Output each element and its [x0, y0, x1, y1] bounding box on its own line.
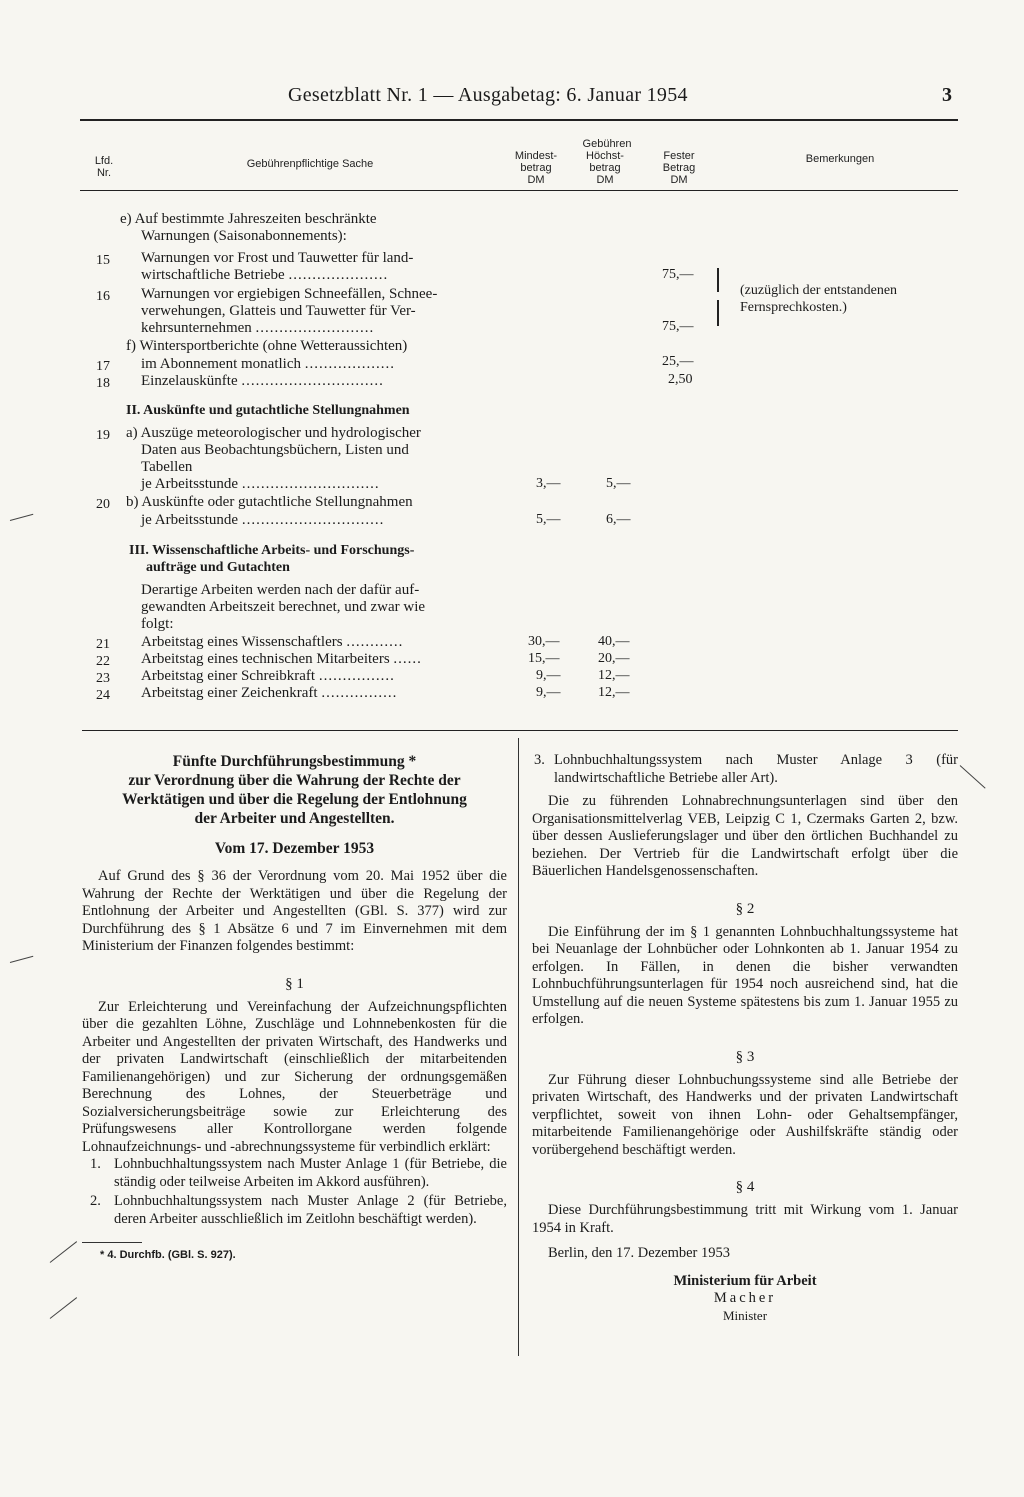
- row-15-text-2-label: wirtschaftliche Betriebe: [141, 267, 285, 283]
- row-23-mindest: 9,—: [536, 668, 561, 683]
- col-head-lfd-label: Lfd.: [94, 155, 114, 167]
- col-head-mindest-3: DM: [527, 174, 545, 186]
- list-item-3-number: 3.: [534, 752, 545, 768]
- row-19-text-3: Tabellen: [141, 459, 193, 475]
- column-separator: [518, 738, 519, 1356]
- row-22-text: [141, 651, 422, 668]
- list-item-1: [82, 1156, 507, 1191]
- row-16-text-2: verwehungen, Glatteis und Tauwetter für Ver-: [141, 303, 416, 319]
- page-header-title: Gesetzblatt Nr. 1 — Ausgabetag: 6. Januar 1954: [288, 84, 688, 106]
- section-3-heading-1: III. Wissenschaftliche Arbeits- und Forschungs-: [129, 543, 415, 558]
- list-item-2-number: 2.: [90, 1193, 101, 1209]
- leader-dots: .............................: [241, 476, 380, 492]
- row-22-number: 22: [96, 654, 110, 669]
- row-20-hoechst: 6,—: [606, 512, 631, 527]
- leader-dots: ......: [393, 651, 422, 667]
- col-head-mindest-2: betrag: [520, 162, 552, 174]
- section-1-text: Zur Erleichterung und Vereinfachung der Aufzeichnungspflichten über die gezahlten Löhne, Zuschläge und Lohnnebenkosten für die Arbeiter und Angestellten der privaten Wirtschaft, des Handwerks und der privaten Landwirtschaft (einschließlich der mitarbeitenden Familienangehörigen) und zur Sicherung der ordnungsgemäßen Berechnung des Lohnes, der Steuerbeträge und Sozialversicherungsbeiträge sowie zur Erleichterung des Prüfungswesens aller Kontrollorgane werden folgende Lohnaufzeichnungs- und -abrechnungssysteme für verbindlich erklärt:: [82, 998, 507, 1155]
- row-24-text: [141, 685, 397, 702]
- row-22-hoechst: 20,—: [598, 651, 630, 666]
- col-head-hoechst-3: DM: [596, 174, 614, 186]
- decree-title-1: Fünfte Durchführungsbestimmung *: [172, 753, 417, 770]
- remark-line-2: Fernsprechkosten.): [740, 300, 847, 315]
- col-head-mindest: [505, 150, 567, 186]
- section-3-text-2: gewandten Arbeitszeit berechnet, und zwar wie: [141, 599, 426, 615]
- row-17-number: 17: [96, 359, 110, 374]
- row-24-mindest: 9,—: [536, 685, 561, 700]
- section-4-heading-para: § 4: [735, 1179, 755, 1195]
- row-e-head-2: Warnungen (Saisonabonnements):: [141, 228, 347, 244]
- pencil-mark: [960, 765, 986, 788]
- remark-bracket-bottom: [717, 300, 719, 326]
- row-23-text-label: Arbeitstag einer Schreibkraft: [141, 668, 316, 684]
- row-15-text-2: [141, 267, 388, 284]
- table-bottom-rule: [82, 730, 958, 731]
- row-21-hoechst: 40,—: [598, 634, 630, 649]
- row-15-text-1: Warnungen vor Frost und Tauwetter für land-: [141, 250, 414, 266]
- row-19-mindest: 3,—: [536, 476, 561, 491]
- row-16-text-3: [141, 320, 374, 337]
- list-item-2: [82, 1193, 507, 1228]
- col-head-lfd: [84, 155, 124, 179]
- col-head-fester-2: Betrag: [662, 162, 696, 174]
- pencil-mark: [50, 1241, 77, 1263]
- place-date: Berlin, den 17. Dezember 1953: [548, 1245, 731, 1261]
- decree-date: Vom 17. Dezember 1953: [214, 840, 375, 857]
- section-3-heading-para: § 3: [735, 1048, 755, 1065]
- row-15-number: 15: [96, 253, 110, 268]
- leader-dots: .....................: [288, 267, 389, 283]
- row-19-number: 19: [96, 428, 110, 443]
- leader-dots: ............: [346, 634, 404, 650]
- row-21-text: [141, 634, 403, 651]
- leader-dots: ..............................: [241, 373, 384, 389]
- row-24-hoechst: 12,—: [598, 685, 630, 700]
- col-head-nr-label: Nr.: [96, 167, 112, 179]
- col-head-bemerkungen: Bemerkungen: [805, 153, 875, 165]
- signature-role: Minister: [722, 1307, 768, 1323]
- list-item-1-number: 1.: [90, 1156, 101, 1172]
- footnote-rule: [82, 1242, 142, 1243]
- row-18-text: [141, 373, 384, 390]
- decree-title-4: der Arbeiter und Angestellten.: [194, 810, 395, 827]
- row-e-head-1: e) Auf bestimmte Jahreszeiten beschränkte: [120, 211, 377, 227]
- section-4-text: Diese Durchführungsbestimmung tritt mit Wirkung vom 1. Januar 1954 in Kraft.: [532, 1202, 958, 1236]
- row-16-text-3-label: kehrsunternehmen: [141, 320, 252, 336]
- pencil-mark: [10, 514, 33, 521]
- remark-bracket-top: [717, 268, 719, 292]
- col-head-gebuehren: Gebühren: [582, 138, 632, 150]
- row-20-text-1: b) Auskünfte oder gutachtliche Stellungnahmen: [126, 494, 413, 510]
- row-19-text-1: a) Auszüge meteorologischer und hydrologischer: [126, 425, 421, 441]
- col-head-hoechst-2: betrag: [589, 162, 621, 174]
- decree-title-3: Werktätigen und über die Regelung der Entlohnung: [122, 791, 467, 808]
- footnote: * 4. Durchfb. (GBl. S. 927).: [100, 1249, 236, 1261]
- row-19-text-2: Daten aus Beobachtungsbüchern, Listen und: [141, 442, 409, 458]
- row-16-text-1: Warnungen vor ergiebigen Schneefällen, Schnee-: [141, 286, 438, 302]
- row-17-text-label: im Abonnement monatlich: [141, 356, 301, 372]
- row-19-text-4: [141, 476, 380, 493]
- row-21-number: 21: [96, 637, 110, 652]
- row-19-text-4-label: je Arbeitsstunde: [141, 476, 239, 492]
- section-2-heading: II. Auskünfte und gutachtliche Stellungnahmen: [126, 403, 410, 418]
- list-item-1-text: Lohnbuchhaltungssystem nach Muster Anlage 1 (für Betriebe, die ständig oder teilweise Arbeiten im Akkord ausführen).: [114, 1156, 507, 1190]
- row-18-text-label: Einzelauskünfte: [141, 373, 238, 389]
- signature-ministry: Ministerium für Arbeit: [673, 1272, 817, 1289]
- row-15-fester: 75,—: [662, 267, 694, 282]
- row-f-head: f) Wintersportberichte (ohne Wetteraussichten): [126, 338, 408, 354]
- list-item-3: [532, 752, 958, 787]
- paragraph-supply: Die zu führenden Lohnabrechnungsunterlagen sind über den Organisationsmittelverlag VEB, Leipzig C 1, Czermaks Garten 2, bzw. über dessen Auslieferungslager und über den örtlichen Buchhandel zu beziehen. Der Vertrieb für die Landwirtschaft erfolgt über die Bäuerlichen Handelsgenossenschaften.: [532, 793, 958, 879]
- col-head-hoechst: [572, 150, 638, 186]
- section-2-text: Die Einführung der im § 1 genannten Lohnbuchhaltungssysteme hat bei Neuanlage der Lohnbücher oder Lohnkonten ab 1. Januar 1954 zu erfolgen. In Fällen, in denen die bisher verwandten Lohnbuchführungsunterlagen für 1954 noch ausreichend sind, hat die Umstellung auf die neuen Systeme spätestens bis zum 1. Januar 1955 zu erfolgen.: [532, 923, 958, 1027]
- signature-name: Macher: [713, 1289, 777, 1306]
- row-19-hoechst: 5,—: [606, 476, 631, 491]
- row-16-fester: 75,—: [662, 319, 694, 334]
- row-22-mindest: 15,—: [528, 651, 560, 666]
- leader-dots: ................: [321, 685, 398, 701]
- row-20-number: 20: [96, 497, 110, 512]
- list-item-2-text: Lohnbuchhaltungssystem nach Muster Anlage 2 (für Betriebe, deren Arbeiter ausschließlich im Zeitlohn beschäftigt werden).: [114, 1193, 507, 1227]
- row-23-text: [141, 668, 395, 685]
- section-3-text-3: folgt:: [141, 616, 174, 632]
- leader-dots: ................: [318, 668, 395, 684]
- row-23-number: 23: [96, 671, 110, 686]
- pencil-mark: [10, 956, 33, 963]
- leader-dots: ..............................: [241, 512, 385, 528]
- section-1-heading: § 1: [285, 975, 304, 992]
- decree-intro: Auf Grund des § 36 der Verordnung vom 20. Mai 1952 über die Wahrung der Rechte der Werktätigen und über die Regelung der Entlohnung der Arbeiter und Angestellten (GBl. S. 377) wird zur Durchführung des § 1 Absätze 6 und 7 im Einvernehmen mit dem Ministerium der Finanzen folgendes bestimmt:: [82, 868, 507, 954]
- row-17-fester: 25,—: [662, 354, 694, 369]
- section-2-heading-para: § 2: [735, 900, 755, 917]
- col-head-fester: [648, 150, 710, 186]
- row-17-text: [141, 356, 395, 373]
- section-3-text: Zur Führung dieser Lohnbuchungssysteme sind alle Betriebe der privaten Wirtschaft, des Handwerks und der privaten Landwirtschaft verpflichtet, soweit von ihnen Lohn- oder Gehaltsempfänger, mitarbeitende Familienangehörige oder Aushilfskräfte ständig oder vorübergehend beschäftigt werden.: [532, 1071, 958, 1158]
- row-21-mindest: 30,—: [528, 634, 560, 649]
- leader-dots: ...................: [304, 356, 395, 372]
- section-3-text-1: Derartige Arbeiten werden nach der dafür auf-: [141, 582, 420, 598]
- decree-title-2: zur Verordnung über die Wahrung der Rechte der: [128, 772, 461, 789]
- row-18-number: 18: [96, 376, 110, 391]
- row-23-hoechst: 12,—: [598, 668, 630, 683]
- decree-left-column: [82, 752, 507, 1261]
- remark-line-1: (zuzüglich der entstandenen: [740, 283, 898, 298]
- row-20-mindest: 5,—: [536, 512, 561, 527]
- row-20-text-2: [141, 512, 384, 529]
- header-rule: [80, 119, 958, 121]
- row-20-text-2-label: je Arbeitsstunde: [141, 512, 239, 528]
- col-head-fester-3: DM: [670, 174, 688, 186]
- col-head-sache: Gebührenpflichtige Sache: [246, 158, 374, 170]
- row-16-number: 16: [96, 289, 110, 304]
- pencil-mark: [50, 1297, 77, 1319]
- row-24-text-label: Arbeitstag einer Zeichenkraft: [141, 685, 318, 701]
- leader-dots: .........................: [255, 320, 375, 336]
- row-21-text-label: Arbeitstag eines Wissenschaftlers: [141, 634, 343, 650]
- col-head-hoechst-1: Höchst-: [586, 150, 624, 162]
- list-item-3-text: Lohnbuchhaltungssystem nach Muster Anlage 3 (für landwirtschaftliche Betriebe aller Art).: [554, 752, 958, 786]
- col-head-fester-1: Fester: [663, 150, 695, 162]
- row-22-text-label: Arbeitstag eines technischen Mitarbeiters: [141, 651, 390, 667]
- table-head-rule: [80, 190, 958, 191]
- col-head-mindest-1: Mindest-: [514, 150, 558, 162]
- row-24-number: 24: [96, 688, 110, 703]
- decree-right-column: [532, 752, 958, 1324]
- page-number: 3: [942, 84, 952, 106]
- section-3-heading-2: aufträge und Gutachten: [146, 560, 290, 575]
- row-18-fester: 2,50: [668, 372, 693, 387]
